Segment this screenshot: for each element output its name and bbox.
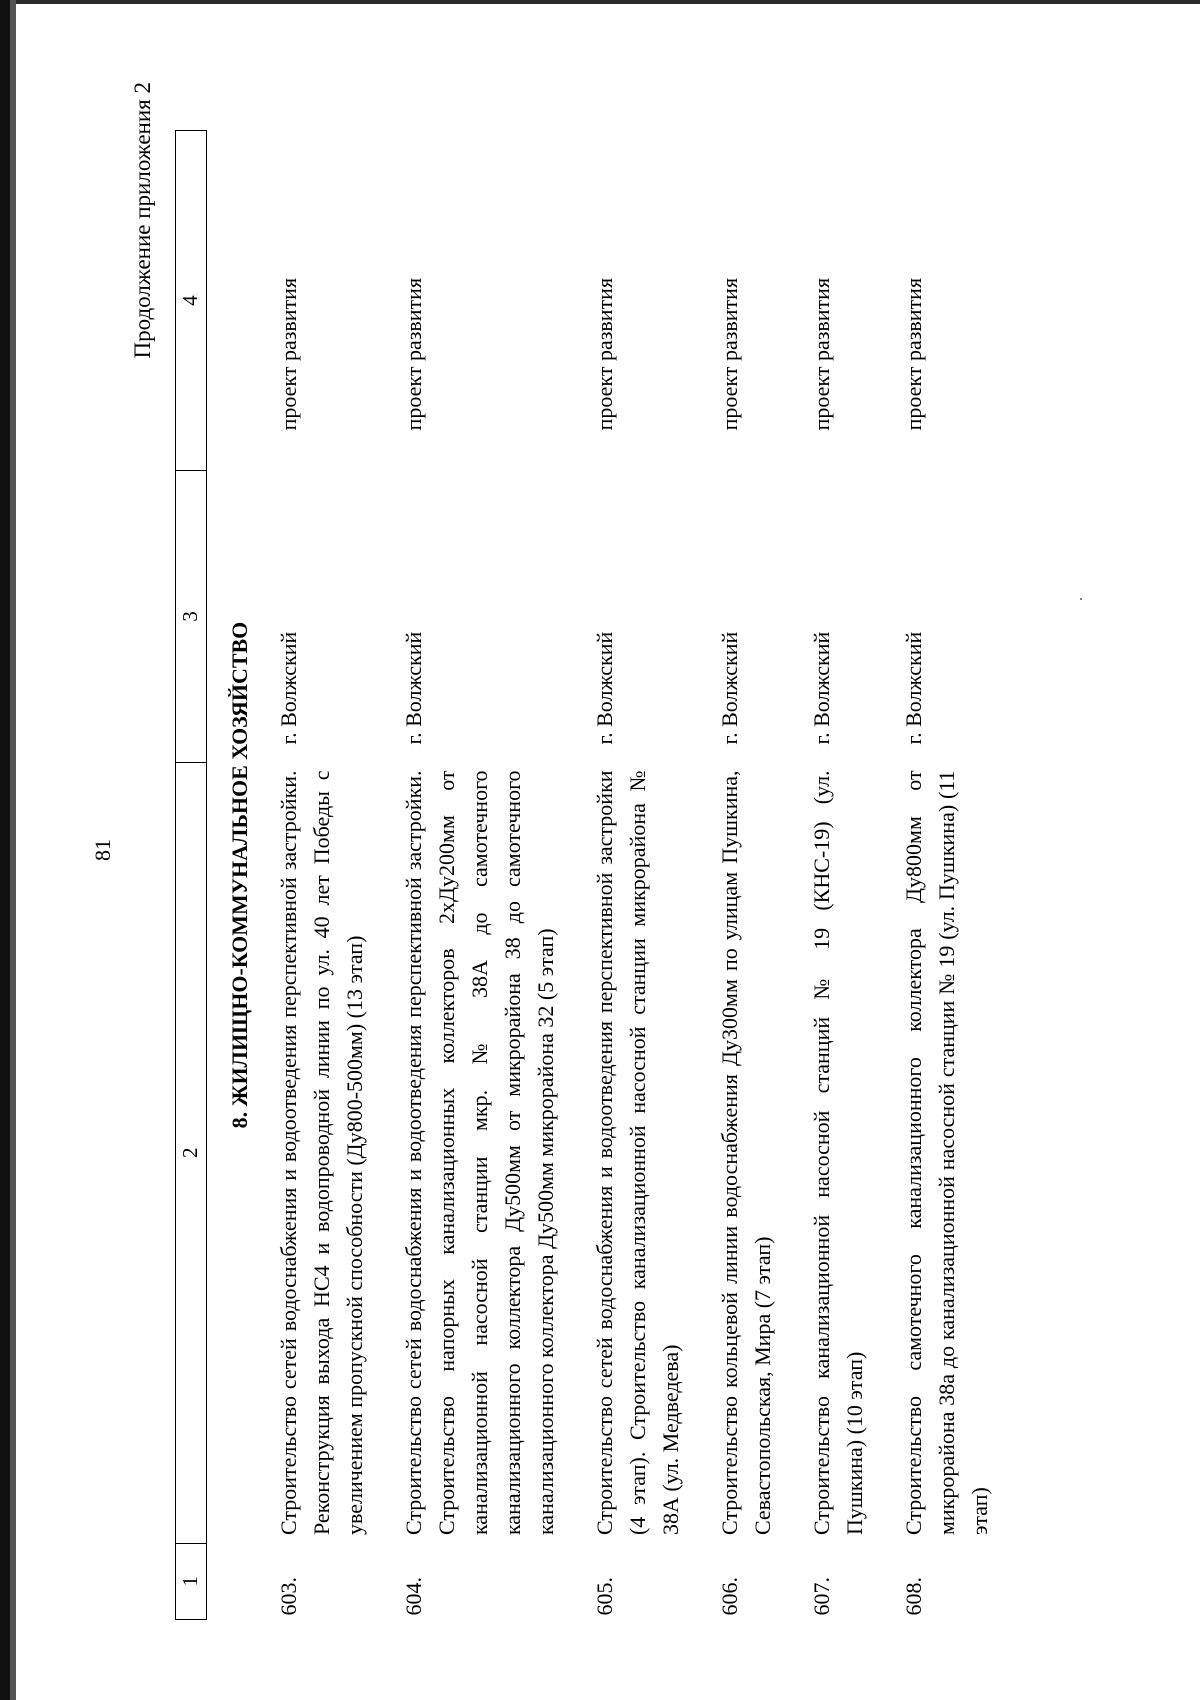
row-name: Строительство сетей водоснабжения и водоотведения перспективной застройки (4 этап). Строительство канализационной насосной станции микрорайона № 38А (ул. Медведева) bbox=[592, 770, 683, 1536]
page-number: 81 bbox=[90, 839, 115, 861]
table-row bbox=[264, 131, 389, 1620]
header-col-1: 1 bbox=[176, 1543, 207, 1619]
scan-edge-top bbox=[0, 0, 1200, 4]
row-number: 604. bbox=[401, 1577, 426, 1616]
row-name: Строительство канализационной насосной станций № 19 (КНС-19) (ул. Пушкина) (10 этап) bbox=[809, 770, 867, 1536]
row-place: г. Волжский bbox=[401, 631, 426, 745]
table-row bbox=[389, 131, 580, 1620]
row-basis: проект развития bbox=[717, 277, 742, 431]
row-name: Строительство самотечного канализационного коллектора Ду800мм от микрорайона 38а до канализационной насосной станции № 19 (ул. Пушкина) (11 этап) bbox=[901, 770, 992, 1536]
scan-edge-shadow bbox=[10, 0, 16, 1700]
header-col-2: 2 bbox=[176, 762, 207, 1543]
row-basis: проект развития bbox=[401, 277, 426, 431]
row-place: г. Волжский bbox=[717, 631, 742, 745]
row-number: 606. bbox=[717, 1577, 742, 1616]
scan-speck bbox=[1080, 598, 1082, 600]
row-name: Строительство сетей водоснабжения и водоотведения перспективной застройки. Строительство напорных канализационных коллекторов 2хДу200мм от канализационной насосной станции мкр. № 38А до самотечного канализационного коллектора Ду500мм от микрорайона 38 до самотечного канализационного коллектора Ду500мм микрорайона 32 (5 этап) bbox=[401, 770, 558, 1536]
table-header-row bbox=[176, 131, 207, 1620]
table-row bbox=[797, 131, 889, 1620]
header-col-3: 3 bbox=[176, 470, 207, 762]
section-title-row bbox=[207, 131, 265, 1620]
row-place: г. Волжский bbox=[809, 631, 834, 745]
row-basis: проект развития bbox=[809, 277, 834, 431]
header-col-4: 4 bbox=[176, 131, 207, 471]
projects-table bbox=[175, 130, 1014, 1620]
row-place: г. Волжский bbox=[901, 631, 926, 745]
row-basis: проект развития bbox=[901, 277, 926, 431]
section-title: 8. ЖИЛИЩНО-КОММУНАЛЬНОЕ ХОЗЯЙСТВО bbox=[227, 621, 252, 1129]
rotated-document-page bbox=[80, 70, 1120, 1630]
row-name: Строительство кольцевой линии водоснабжения Ду300мм по улицам Пушкина, Севастопольская, Мира (7 этап) bbox=[717, 770, 775, 1536]
table-row bbox=[889, 131, 1014, 1620]
row-place: г. Волжский bbox=[592, 631, 617, 745]
row-number: 608. bbox=[901, 1577, 926, 1616]
continuation-label: Продолжение приложения 2 bbox=[130, 82, 155, 359]
row-number: 607. bbox=[809, 1577, 834, 1616]
table-row bbox=[580, 131, 705, 1620]
row-place: г. Волжский bbox=[276, 631, 301, 745]
row-basis: проект развития bbox=[276, 277, 301, 431]
row-name: Строительство сетей водоснабжения и водоотведения перспективной застройки. Реконструкция выхода НС4 и водопроводной линии по ул. 40 лет Победы с увеличением пропускной способности (Ду800-500мм) (13 этап) bbox=[276, 770, 367, 1536]
row-number: 605. bbox=[592, 1577, 617, 1616]
scan-edge-left bbox=[0, 0, 10, 1700]
row-basis: проект развития bbox=[592, 277, 617, 431]
table-row bbox=[705, 131, 797, 1620]
row-number: 603. bbox=[276, 1577, 301, 1616]
